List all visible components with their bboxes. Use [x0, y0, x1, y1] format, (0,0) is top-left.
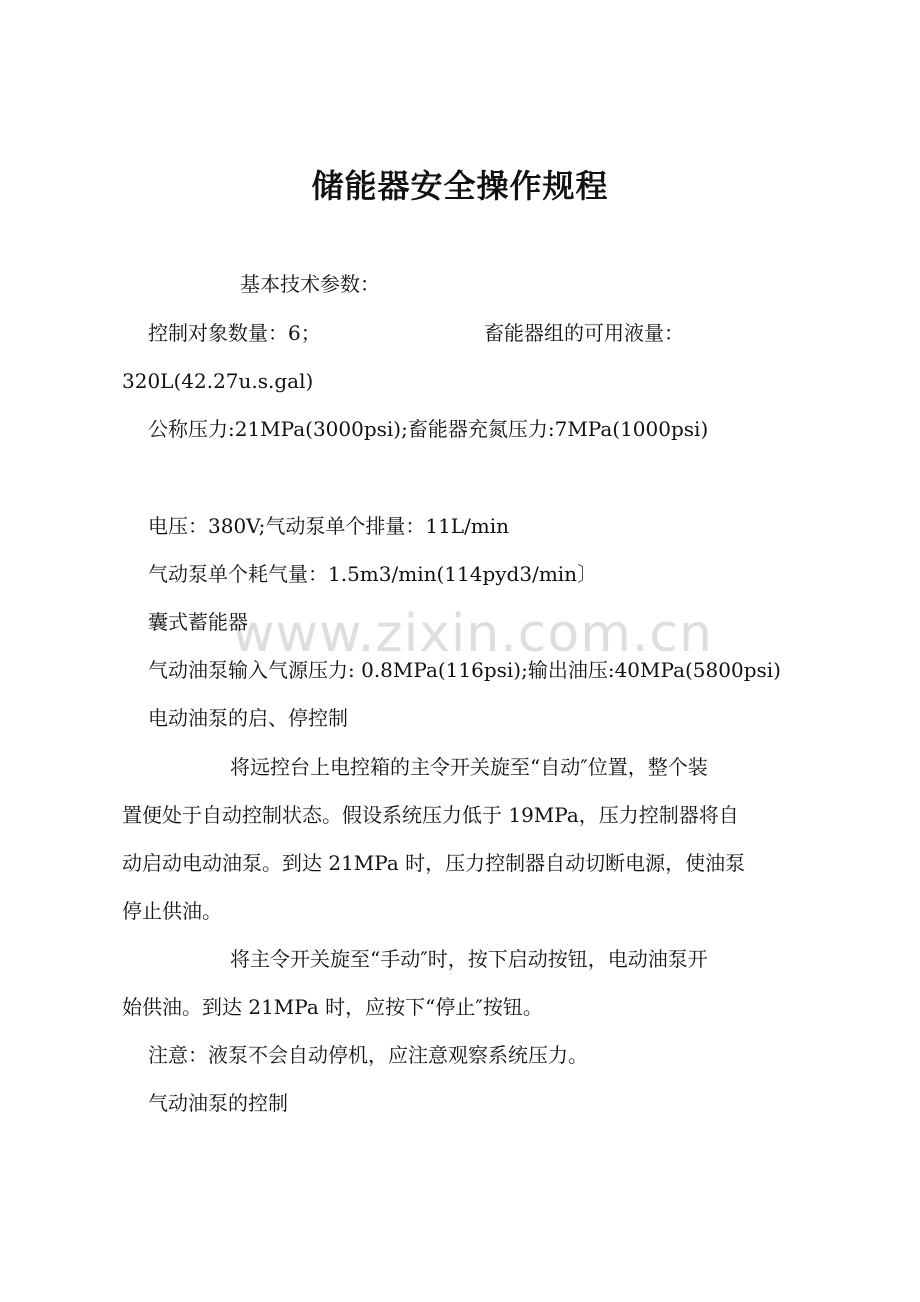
pressures-line: 公称压力:21MPa(3000psi);畜能器充氮压力:7MPa(1000psi) — [148, 417, 709, 441]
usable-volume-value: 320L(42.27u.s.gal) — [122, 369, 314, 393]
paragraph-line: 始供油。到达 21MPa 时，应按下“停止″按钮。 — [122, 995, 543, 1019]
params-heading: 基本技术参数： — [240, 272, 380, 296]
paragraph-line: 将远控台上电控箱的主令开关旋至“自动″位置，整个装 — [230, 755, 708, 779]
note-line: 注意：液泵不会自动停机，应注意观察系统压力。 — [148, 1043, 588, 1067]
page-title: 储能器安全操作规程 — [311, 167, 609, 205]
paragraph-line: 停止供油。 — [122, 899, 222, 923]
voltage-line: 电压：380V;气动泵单个排量：11L/min — [148, 514, 510, 538]
air-consumption-line: 气动泵单个耗气量：1.5m3/min(114pyd3/min〕 — [148, 562, 598, 586]
usable-volume-label: 畜能器组的可用液量： — [484, 321, 684, 345]
watermark: www.zixin.com.cn — [232, 604, 713, 664]
pneumatic-pump-heading: 气动油泵的控制 — [148, 1091, 288, 1115]
bladder-accumulator: 囊式蓄能器 — [148, 610, 248, 634]
control-count: 控制对象数量：6； — [148, 321, 321, 345]
paragraph-line: 动启动电动油泵。到达 21MPa 时，压力控制器自动切断电源，使油泵 — [122, 851, 746, 875]
paragraph-line: 置便处于自动控制状态。假设系统压力低于 19MPa，压力控制器将自 — [122, 803, 739, 827]
air-pump-line: 气动油泵输入气源压力: 0.8MPa(116psi);输出油压:40MPa(5800psi) — [148, 658, 781, 682]
electric-pump-heading: 电动油泵的启、停控制 — [148, 706, 348, 730]
paragraph-line: 将主令开关旋至“手动″时，按下启动按钮，电动油泵开 — [230, 947, 708, 971]
